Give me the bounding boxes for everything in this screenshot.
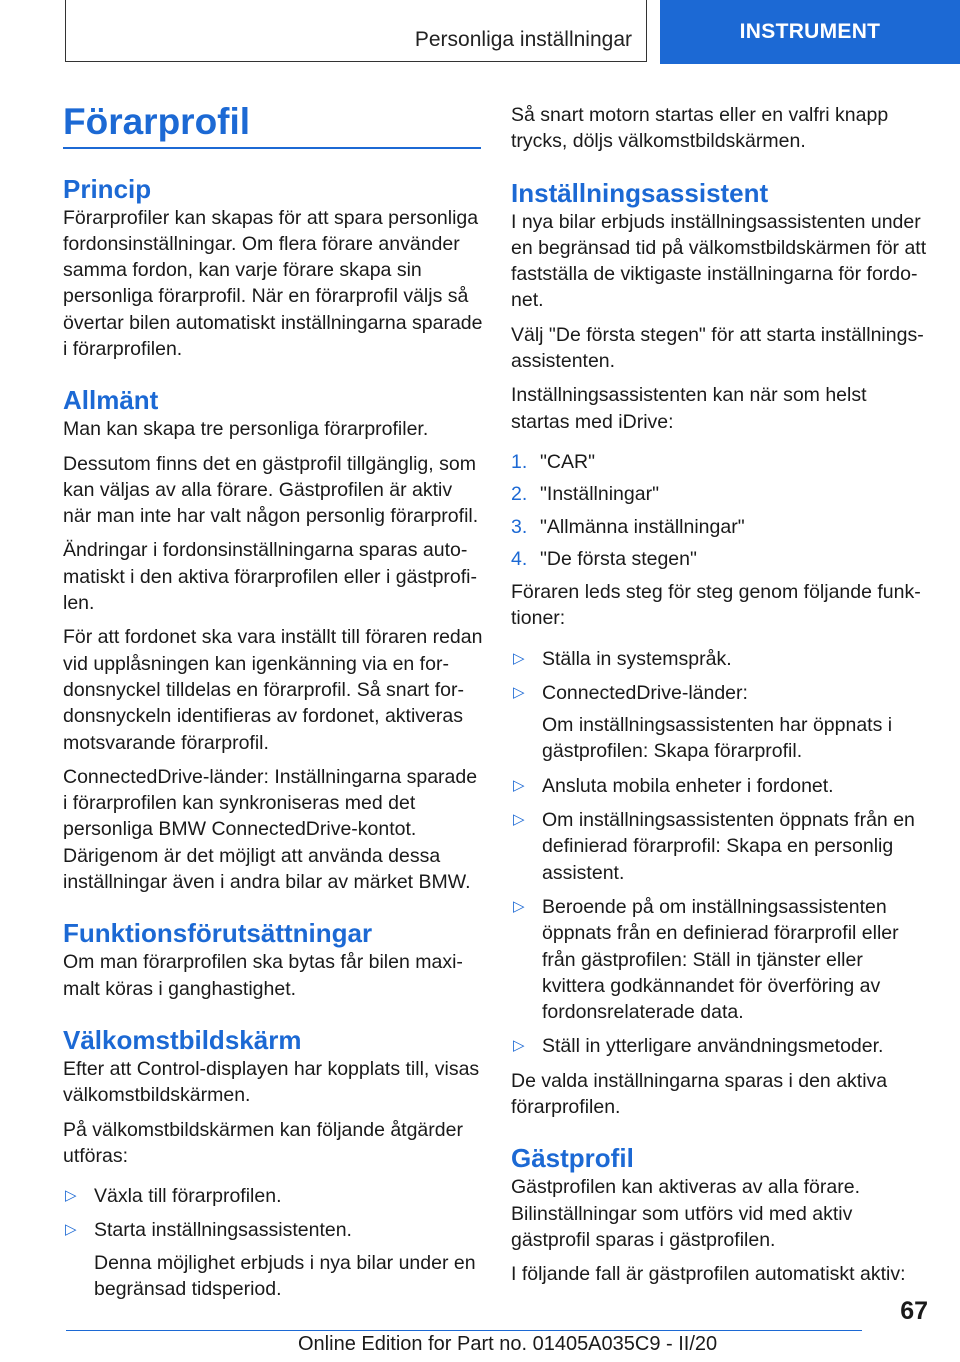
list-item-text: Ställa in systemspråk. <box>542 647 732 670</box>
welcome-paragraph: På välkomstbildskärmen kan följande åtgärder utföras: <box>63 1118 463 1167</box>
assistant-paragraph: I nya bilar erbjuds inställningsassistenten under en begränsad tid på välkomstbildskärmen för att fastställa de viktigaste inställningarna för fordonet. <box>511 210 927 312</box>
triangle-right-icon: ▷ <box>513 1037 525 1055</box>
guest-paragraph: I följande fall är gästprofilen automatiskt aktiv: <box>511 1263 906 1286</box>
triangle-right-icon: ▷ <box>513 811 525 829</box>
idrive-steps-list <box>511 449 929 573</box>
list-item <box>511 646 929 672</box>
step-item <box>511 449 929 475</box>
list-item-text: Ställ in ytterligare användningsmetoder. <box>542 1035 884 1058</box>
assistant-paragraph: Välj "De första stegen" för att starta inställningsassistenten. <box>511 323 924 373</box>
step-number: 2. <box>511 483 528 506</box>
list-item-subtext: Denna möjlighet erbjuds i nya bilar under en begränsad tidsperiod. <box>94 1251 476 1300</box>
chapter-tab[interactable]: INSTRUMENT <box>660 0 960 64</box>
general-paragraph: Dessutom finns det en gästprofil tillgänglig, som kan väljas av alla förare. Gästprofilen är aktiv när man inte har valt någon personlig förarprofil. <box>63 452 479 528</box>
welcome-bullet-list <box>63 1183 483 1302</box>
welcome-intro: Så snart motorn startas eller en valfri knapp trycks, döljs välkomstbildskärmen. <box>511 104 889 153</box>
list-item-text: ConnectedDrive-länder: <box>542 681 748 704</box>
general-paragraph: Ändringar i fordonsinställningarna sparas automatiskt i den aktiva förarprofilen eller i gästprofilen. <box>63 539 478 615</box>
list-item <box>511 680 929 765</box>
page-header <box>65 0 960 64</box>
heading-princip: Princip <box>63 173 152 204</box>
guest-paragraph: Gästprofilen kan aktiveras av alla förare. Bilinställningar som utförs vid med aktiv gästprofil sparas i gästprofilen. <box>511 1176 861 1251</box>
assistant-paragraph: Inställningsassistenten kan när som helst startas med iDrive: <box>511 384 867 433</box>
list-item-text: Beroende på om inställningsassistenten öppnats från en definierad förarprofil eller från gästprofilen: Ställ in tjänster eller kvittera godkännandet för överföring av fordonsrelaterade data. <box>542 895 899 1024</box>
general-paragraph: För att fordonet ska vara inställt till föraren redan vid upplåsningen kan igenkänning via en fordonsnyckel tilldelas en förarprofil. Så snart fordonsnyckeln identifieras av fordonet, aktiveras motsvarande förarprofil. <box>63 626 483 754</box>
section-header-box <box>65 0 647 62</box>
list-item-text: Ansluta mobila enheter i fordonet. <box>542 774 834 797</box>
list-item <box>511 894 929 1025</box>
page-title: Förarprofil <box>63 101 251 142</box>
triangle-right-icon: ▷ <box>513 897 525 915</box>
step-text: "CAR" <box>540 450 596 473</box>
step-item <box>511 514 929 540</box>
triangle-right-icon: ▷ <box>513 776 525 794</box>
step-number: 1. <box>511 450 528 473</box>
footer-divider <box>66 1330 862 1331</box>
assistant-lead: Föraren leds steg för steg genom följande funktioner: <box>511 580 921 630</box>
list-item-subtext: Om inställningsassistenten har öppnats i gästprofilen: Skapa förarprofil. <box>542 714 893 763</box>
general-paragraph: ConnectedDrive-länder: Inställningarna sparade i förarprofilen kan synkroniseras med det personliga BMW ConnectedDrive-kontot. Därigenom är det möjligt att använda dessa inställningar även i andra bilar av märket BMW. <box>63 765 478 894</box>
footer-edition: Online Edition for Part no. 01405A035C9 - II/20 <box>298 1333 718 1355</box>
step-item <box>511 481 929 507</box>
welcome-paragraph: Efter att Control-displayen har kopplats till, visas välkomstbildskärmen. <box>63 1057 480 1107</box>
step-number: 3. <box>511 515 528 538</box>
left-column <box>63 100 483 1310</box>
list-item <box>63 1217 483 1302</box>
step-text: "Inställningar" <box>540 483 659 506</box>
list-item <box>63 1183 483 1209</box>
heading-valkomstbildskarm: Välkomstbildskärm <box>63 1024 302 1055</box>
step-text: "De första stegen" <box>540 548 697 571</box>
heading-gastprofil: Gästprofil <box>511 1143 634 1174</box>
list-item-text: Växla till förarprofilen. <box>94 1185 282 1208</box>
heading-installningsassistent: Inställningsassistent <box>511 177 769 208</box>
triangle-right-icon: ▷ <box>65 1221 77 1239</box>
list-item-text: Starta inställningsassistenten. <box>94 1219 352 1242</box>
step-text: "Allmänna inställningar" <box>540 515 745 538</box>
assistant-closing: De valda inställningarna sparas i den aktiva förarprofilen. <box>511 1069 888 1119</box>
right-column <box>511 102 929 1288</box>
page-number: 67 <box>900 1297 928 1325</box>
triangle-right-icon: ▷ <box>513 649 525 667</box>
triangle-right-icon: ▷ <box>513 683 525 701</box>
step-item <box>511 546 929 572</box>
step-number: 4. <box>511 548 528 571</box>
list-item <box>511 1033 929 1059</box>
prerequisites-text: Om man förarprofilen ska bytas får bilen maximalt köras i ganghastighet. <box>63 951 463 1000</box>
heading-funktionsforutsattningar: Funktionsförutsättningar <box>63 918 373 949</box>
section-title: Personliga inställningar <box>414 28 632 51</box>
list-item-text: Om inställningsassistenten öppnats från en definierad förarprofil: Skapa en personlig assistent. <box>542 809 915 884</box>
heading-allmant: Allmänt <box>63 385 159 416</box>
triangle-right-icon: ▷ <box>65 1187 77 1205</box>
general-paragraph: Man kan skapa tre personliga förarprofiler. <box>63 418 429 441</box>
list-item <box>511 773 929 799</box>
list-item <box>511 807 929 886</box>
principle-text: Förarprofiler kan skapas för att spara personliga fordonsinställningar. Om flera förare använder samma fordon, kan varje förare skapa sin personliga förarprofil. När en förarprofil väljs så övertar bilen automatiskt inställningarna sparade i förarprofilen. <box>63 206 483 360</box>
assistant-bullet-list <box>511 646 929 1060</box>
